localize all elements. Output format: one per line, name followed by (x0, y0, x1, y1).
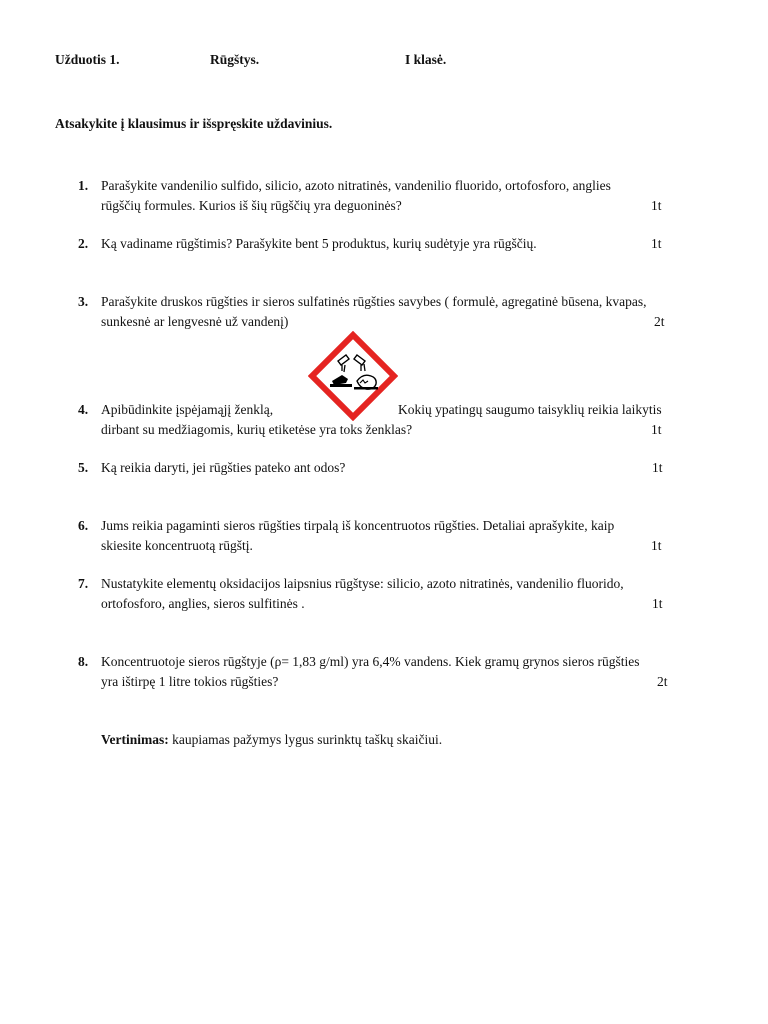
question-number: 3. (78, 294, 89, 309)
question-text-line: yra ištirpę 1 litre tokios rūgšties? (101, 674, 279, 689)
question-points: 1t (652, 460, 663, 475)
question-text-line: Jums reikia pagaminti sieros rūgšties tirpalą iš koncentruotos rūgšties. Detaliai aprašykite, kaip (101, 518, 615, 533)
question-points: 1t (651, 236, 662, 251)
question-text-line: Nustatykite elementų oksidacijos laipsnius rūgštyse: silicio, azoto nitratinės, vandenilio fluorido, (101, 576, 624, 591)
question-text-line: dirbant su medžiagomis, kurių etiketėse yra toks ženklas? (101, 422, 413, 437)
grading-note (101, 732, 442, 748)
question-number: 1. (78, 178, 89, 193)
question-points: 1t (652, 596, 663, 611)
grade-label: I klasė. (405, 52, 447, 67)
question-number: 7. (78, 576, 89, 591)
question-text-line: Parašykite vandenilio sulfido, silicio, azoto nitratinės, vandenilio fluorido, ortofosforo, anglies (101, 178, 611, 193)
question-number: 5. (78, 460, 89, 475)
question-points: 1t (651, 422, 662, 437)
question-number: 6. (78, 518, 89, 533)
question-points: 2t (654, 314, 665, 329)
question-number: 4. (78, 402, 89, 417)
question-text-line: sunkesnė ar lengvesnė už vandenį) (101, 314, 289, 329)
task-title: Užduotis 1. (55, 52, 120, 67)
question-text-line: Kokių ypatingų saugumo taisyklių reikia laikytis (398, 402, 662, 417)
question-text-line: Ką vadiname rūgštimis? Parašykite bent 5 produktus, kurių sudėtyje yra rūgščių. (101, 236, 537, 251)
grading-label: Vertinimas: (101, 732, 169, 747)
question-text-line: rūgščių formules. Kurios iš šių rūgščių yra deguoninės? (101, 198, 402, 213)
question-points: 1t (651, 538, 662, 553)
instruction-heading: Atsakykite į klausimus ir išspręskite uždavinius. (55, 116, 333, 131)
question-text-line: Parašykite druskos rūgšties ir sieros sulfatinės rūgšties savybes ( formulė, agregatinė būsena, kvapas, (101, 294, 647, 309)
grading-text: kaupiamas pažymys lygus surinktų taškų skaičiui. (172, 732, 443, 747)
question-points: 1t (651, 198, 662, 213)
question-text-line: Koncentruotoje sieros rūgštyje (ρ= 1,83 g/ml) yra 6,4% vandens. Kiek gramų grynos sieros rūgšties (101, 654, 640, 669)
question-number: 8. (78, 654, 89, 669)
question-number: 2. (78, 236, 89, 251)
topic-title: Rūgštys. (210, 52, 260, 67)
question-text-line: Ką reikia daryti, jei rūgšties pateko ant odos? (101, 460, 346, 475)
corrosive-hazard-icon (308, 331, 398, 421)
question-text-line: Apibūdinkite įspėjamąjį ženklą, (101, 402, 274, 417)
question-text-line: skiesite koncentruotą rūgštį. (101, 538, 253, 553)
question-text-line: ortofosforo, anglies, sieros sulfitinės . (101, 596, 305, 611)
question-points: 2t (657, 674, 668, 689)
